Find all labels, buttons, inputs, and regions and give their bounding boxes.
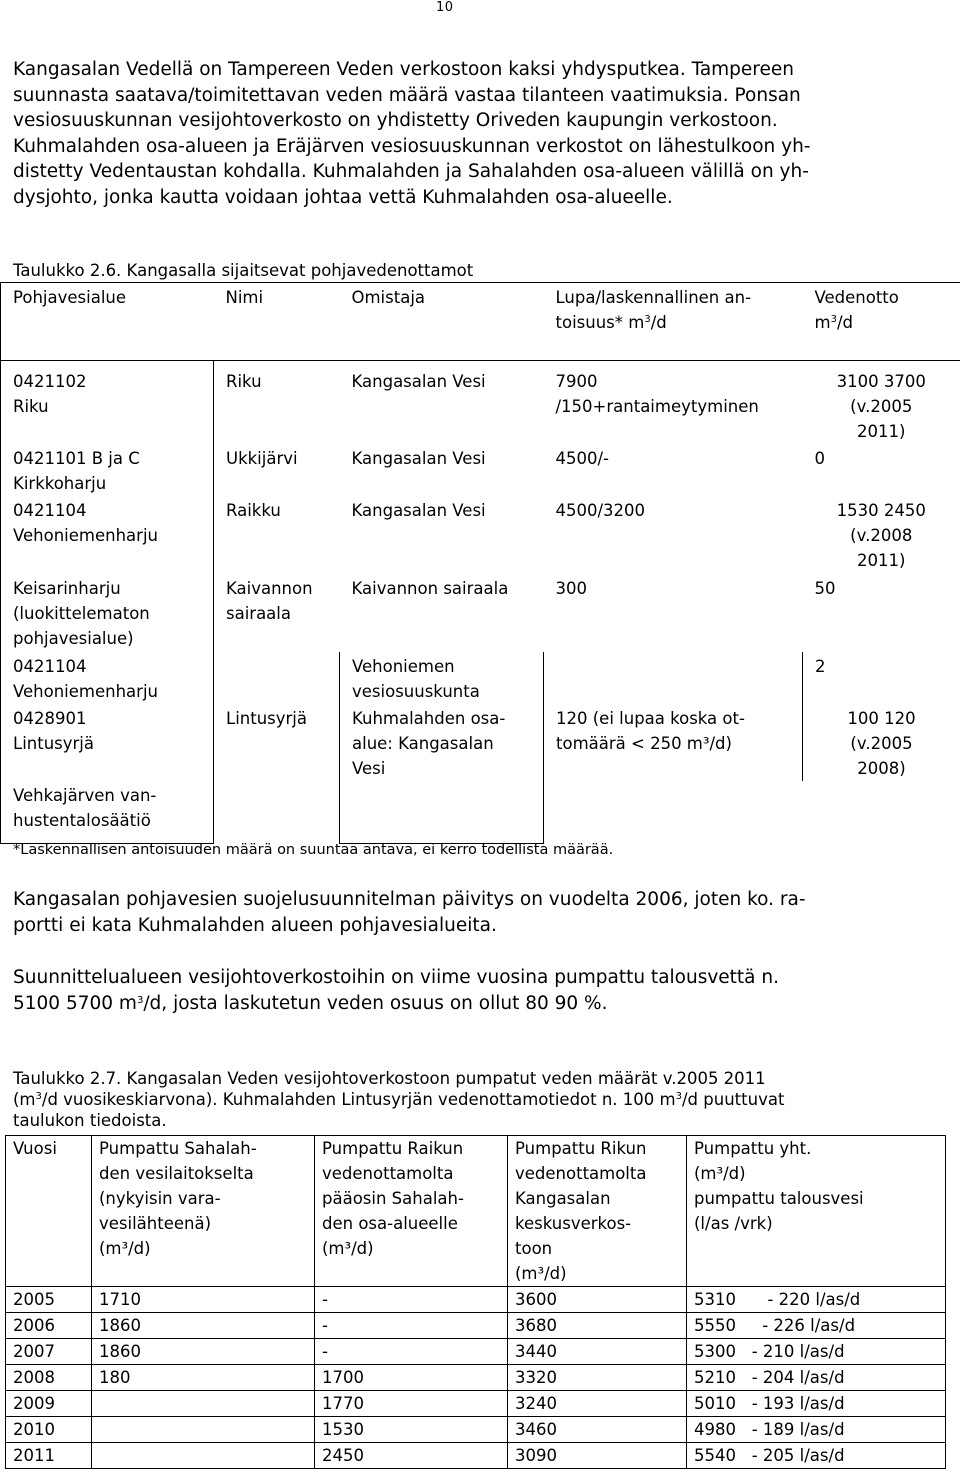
cell-area: 0421102 Riku: [1, 361, 214, 445]
intro-line: suunnasta saatava/toimitettavan veden määrä vastaa tilanteen vaatimuksia. Ponsan: [13, 84, 801, 106]
intro-line: Kangasalan Vedellä on Tampereen Veden verkostoon kaksi yhdysputkea. Tampereen: [13, 59, 794, 80]
table-row: [1, 704, 960, 781]
cell-name: Ukkijärvi: [214, 444, 340, 496]
intro-line: dysjohto, jonka kautta voidaan johtaa vettä Kuhmalahden osa-alueelle.: [13, 186, 673, 208]
table-row: [1, 781, 960, 844]
cell-intake: 3100 3700 (v.2005 2011): [803, 361, 960, 445]
table-row: 2008 180 1700 3320 5210 - 204 l/as/d: [6, 1365, 946, 1391]
table-row: 2007 1860 - 3440 5300 - 210 l/as/d: [6, 1339, 946, 1365]
table27-caption: Taulukko 2.7. Kangasalan Veden vesijohtoverkostoon pumpatut veden määrät v.2005 2011 ($m^3/d$ vuosikeskiarvona). Kuhmalahden Lintusyrjän vedenottamotiedot n. 100 $m^3/d$ puuttuvat taulukon tiedoista.: [13, 1069, 785, 1130]
cell-name: Lintusyrjä: [214, 704, 340, 781]
cell-name: [214, 781, 340, 844]
cell-area: 0428901 Lintusyrjä: [1, 704, 214, 781]
cell-name: [214, 652, 340, 704]
table-row: 2010 1530 3460 4980 - 189 l/as/d: [6, 1417, 946, 1443]
cell-permit: [544, 781, 803, 844]
cell-name: Raikku: [214, 496, 340, 574]
cell-owner: Vehoniemen vesiosuuskunta: [340, 652, 544, 704]
cell-owner: Kangasalan Vesi: [351, 449, 486, 468]
table-row: [1, 361, 960, 445]
cell-owner: Kangasalan Vesi: [351, 501, 486, 520]
cell-intake: 50: [803, 574, 960, 652]
header-riku: Pumpattu Rikun vedenottamolta Kangasalan keskusverkos- toon (m³/d): [508, 1136, 687, 1287]
cell-name: Kaivannon sairaala: [214, 574, 340, 652]
intro-line: vesiosuuskunnan vesijohtoverkosto on yhdistetty Oriveden kaupungin verkostoon.: [13, 110, 778, 131]
cell-owner: Kaivannon sairaala: [351, 579, 509, 598]
header-area: Pohjavesialue: [1, 283, 214, 361]
table-row: [1, 496, 960, 574]
pumped-water-table: [5, 1135, 946, 1469]
cell-intake: 100 120 (v.2005 2008): [803, 704, 960, 781]
table-row: 2006 1860 - 3680 5550 - 226 l/as/d: [6, 1313, 946, 1339]
table-row: 2009 1770 3240 5010 - 193 l/as/d: [6, 1391, 946, 1417]
cell-intake: 1530 2450 (v.2008 2011): [803, 496, 960, 574]
cell-owner: [340, 781, 544, 844]
cell-permit: [544, 652, 803, 704]
cell-permit: 4500/-: [555, 449, 610, 468]
intro-line: Kuhmalahden osa-alueen ja Eräjärven vesiosuuskunnan verkostot on lähestulkoon yh-: [13, 135, 811, 157]
table-header-row: [6, 1136, 946, 1287]
header-name: Nimi: [214, 283, 340, 361]
cell-owner: Kuhmalahden osa-alue: Kangasalan Vesi: [340, 704, 544, 781]
cell-permit: 300: [555, 579, 587, 598]
table-row: [1, 652, 960, 704]
cell-owner: Kangasalan Vesi: [351, 372, 486, 391]
table-row: [1, 574, 960, 652]
cell-area: Keisarinharju (luokittelematon pohjavesialue): [1, 574, 214, 652]
header-owner: Omistaja: [340, 283, 544, 361]
table26-footnote: *Laskennallisen antoisuuden määrä on suuntaa antava, ei kerro todellista määrää.: [13, 842, 614, 858]
header-sahalahti: Pumpattu Sahalah- den vesilaitokselta (nykyisin vara- vesilähteenä) (m³/d): [92, 1136, 315, 1287]
header-permit: Lupa/laskennallinen an- toisuus* $m^3/d$: [544, 283, 803, 361]
cell-permit: 120 (ei lupaa koska ot- tomäärä < 250 m³/d): [544, 704, 803, 781]
paragraph-pumped-water: Suunnittelualueen vesijohtoverkostoihin on viime vuosina pumpattu talousvettä n. 5100 5700 $m^3/d$, josta laskutetun veden osuus on ollut 80 90 %.: [13, 967, 780, 1014]
cell-area: Vehkajärven van- hustentalosäätiö: [1, 781, 214, 844]
header-year: Vuosi: [6, 1136, 92, 1287]
intro-paragraph: [13, 57, 943, 210]
cell-intake: 2: [803, 652, 960, 704]
table-row: 2005 1710 - 3600 5310 - 220 l/as/d: [6, 1287, 946, 1313]
cell-area: 0421101 B ja C Kirkkoharju: [1, 444, 214, 496]
cell-intake: [803, 781, 960, 844]
groundwater-intake-table: [0, 282, 960, 844]
table-row: 2011 2450 3090 5540 - 205 l/as/d: [6, 1443, 946, 1469]
header-intake: Vedenotto $m^3/d$: [803, 283, 960, 361]
cell-permit: 7900 /150+rantaimeytyminen: [555, 372, 759, 416]
cell-name: Riku: [214, 361, 340, 445]
cell-area: 0421104 Vehoniemenharju: [1, 496, 214, 574]
intro-line: distetty Vedentaustan kohdalla. Kuhmalahden ja Sahalahden osa-alueen välillä on yh-: [13, 161, 809, 182]
page-number: 10: [436, 0, 454, 15]
table-row: [1, 444, 960, 496]
table26-caption: Taulukko 2.6. Kangasalla sijaitsevat pohjavedenottamot: [13, 261, 474, 280]
header-total: Pumpattu yht. (m³/d) pumpattu talousvesi (l/as /vrk): [687, 1136, 946, 1287]
cell-area: 0421104 Vehoniemenharju: [1, 652, 214, 704]
header-raikku: Pumpattu Raikun vedenottamolta pääosin Sahalah- den osa-alueelle (m³/d): [315, 1136, 508, 1287]
cell-intake: 0: [803, 444, 960, 496]
table-header-row: [1, 283, 960, 361]
cell-permit: 4500/3200: [555, 501, 646, 520]
paragraph-groundwater-plan: Kangasalan pohjavesien suojelusuunnitelman päivitys on vuodelta 2006, joten ko. ra- portti ei kata Kuhmalahden alueen pohjavesialueita.: [13, 889, 806, 936]
